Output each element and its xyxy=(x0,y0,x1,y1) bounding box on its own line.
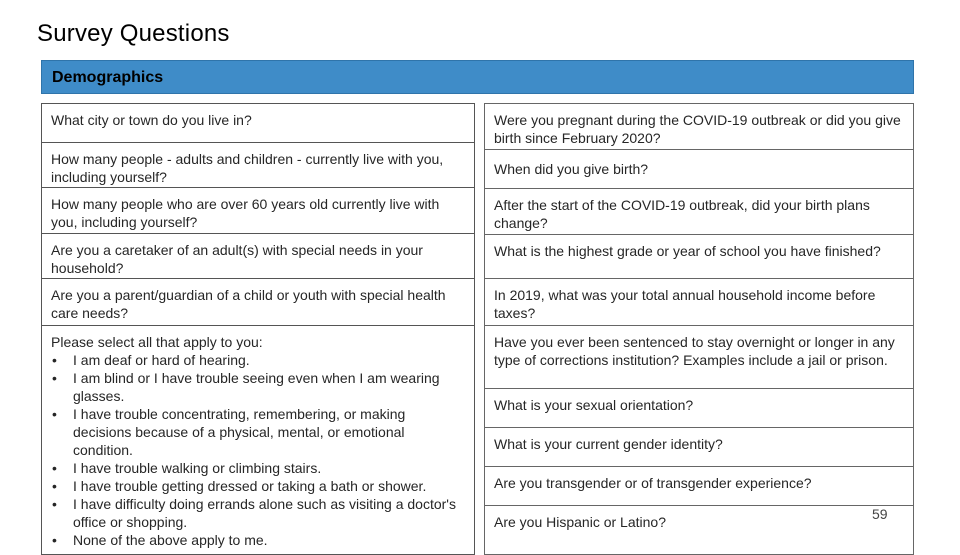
question-over-60: How many people who are over 60 years old currently live with you, including yourself? xyxy=(41,187,475,234)
question-caretaker: Are you a caretaker of an adult(s) with special needs in your household? xyxy=(41,233,475,279)
option-deaf: • I am deaf or hard of hearing. xyxy=(51,351,465,369)
disabilities-prompt: Please select all that apply to you: xyxy=(51,334,263,350)
option-walking: • I have trouble walking or climbing stairs. xyxy=(51,459,465,477)
question-birth-plans: After the start of the COVID-19 outbreak, did your birth plans change? xyxy=(484,188,914,235)
option-blind: • I am blind or I have trouble seeing even when I am wearing glasses. xyxy=(51,369,465,405)
question-hispanic: Are you Hispanic or Latino? xyxy=(484,505,914,555)
question-city: What city or town do you live in? xyxy=(41,103,475,143)
question-disabilities xyxy=(41,325,475,555)
question-corrections: Have you ever been sentenced to stay overnight or longer in any type of corrections institution? Examples include a jail or prison. xyxy=(484,325,914,389)
option-errands: • I have difficulty doing errands alone such as visiting a doctor's office or shopping. xyxy=(51,495,465,531)
question-sexual-orientation: What is your sexual orientation? xyxy=(484,388,914,428)
option-dressing: • I have trouble getting dressed or taking a bath or shower. xyxy=(51,477,465,495)
disabilities-options xyxy=(51,351,465,549)
question-education: What is the highest grade or year of school you have finished? xyxy=(484,234,914,279)
page-title: Survey Questions xyxy=(37,20,230,47)
option-none: • None of the above apply to me. xyxy=(51,531,465,549)
option-concentrating: • I have trouble concentrating, remembering, or making decisions because of a physical, mental, or emotional condition. xyxy=(51,405,465,459)
question-birth-date: When did you give birth? xyxy=(484,149,914,189)
question-pregnant: Were you pregnant during the COVID-19 outbreak or did you give birth since February 2020? xyxy=(484,103,914,150)
page-number: 59 xyxy=(872,506,888,522)
section-title: Demographics xyxy=(52,69,164,86)
section-header xyxy=(41,60,914,94)
question-transgender: Are you transgender or of transgender experience? xyxy=(484,466,914,506)
question-household-size: How many people - adults and children - currently live with you, including yourself? xyxy=(41,142,475,188)
question-parent-guardian: Are you a parent/guardian of a child or youth with special health care needs? xyxy=(41,278,475,326)
question-gender-identity: What is your current gender identity? xyxy=(484,427,914,467)
question-income: In 2019, what was your total annual household income before taxes? xyxy=(484,278,914,326)
